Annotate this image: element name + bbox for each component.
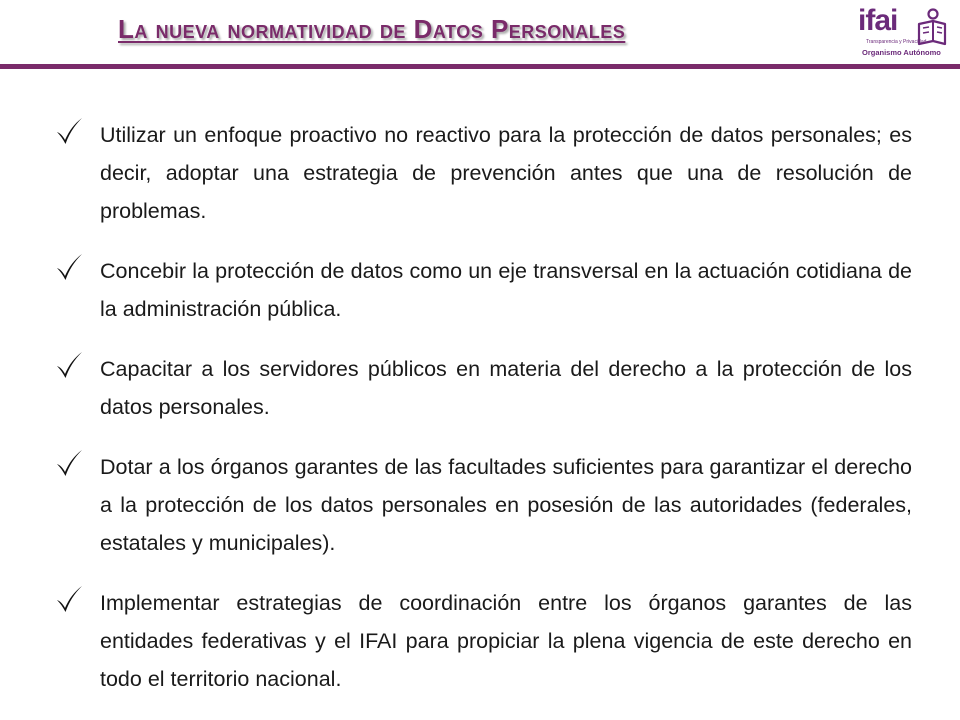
slide-header [0,0,960,68]
list-item [52,350,912,426]
ifai-logo [858,6,948,62]
checkmark-icon [54,350,84,380]
logo-subtitle: Organismo Autónomo [862,48,941,57]
logo-tagline: Transparencia y Privacidad [866,39,927,45]
logo-wordmark: ifai [858,4,898,37]
bullet-text: Capacitar a los servidores públicos en materia del derecho a la protección de los datos personales. [100,357,912,419]
bullet-text: Implementar estrategias de coordinación entre los órganos garantes de las entidades federativas y el IFAI para propiciar la plena vigencia de este derecho en todo el territorio nacional. [100,591,912,691]
bullet-text: Dotar a los órganos garantes de las facultades suficientes para garantizar el derecho a la protección de los datos personales en posesión de las autoridades (federales, estatales y municipales). [100,455,912,555]
checkmark-icon [54,252,84,282]
checkmark-icon [54,448,84,478]
list-item [52,116,912,230]
title-divider [0,64,960,69]
list-item [52,252,912,328]
bullet-text: Utilizar un enfoque proactivo no reactivo para la protección de datos personales; es decir, adoptar una estrategia de prevención antes que una de resolución de problemas. [100,123,912,223]
checkmark-icon [54,116,84,146]
checkmark-icon [54,584,84,614]
list-item [52,448,912,562]
bullet-text: Concebir la protección de datos como un eje transversal en la actuación cotidiana de la administración pública. [100,259,912,321]
slide-title: La nueva normatividad de Datos Personales [118,14,626,44]
bullet-list [52,116,912,720]
list-item [52,584,912,698]
